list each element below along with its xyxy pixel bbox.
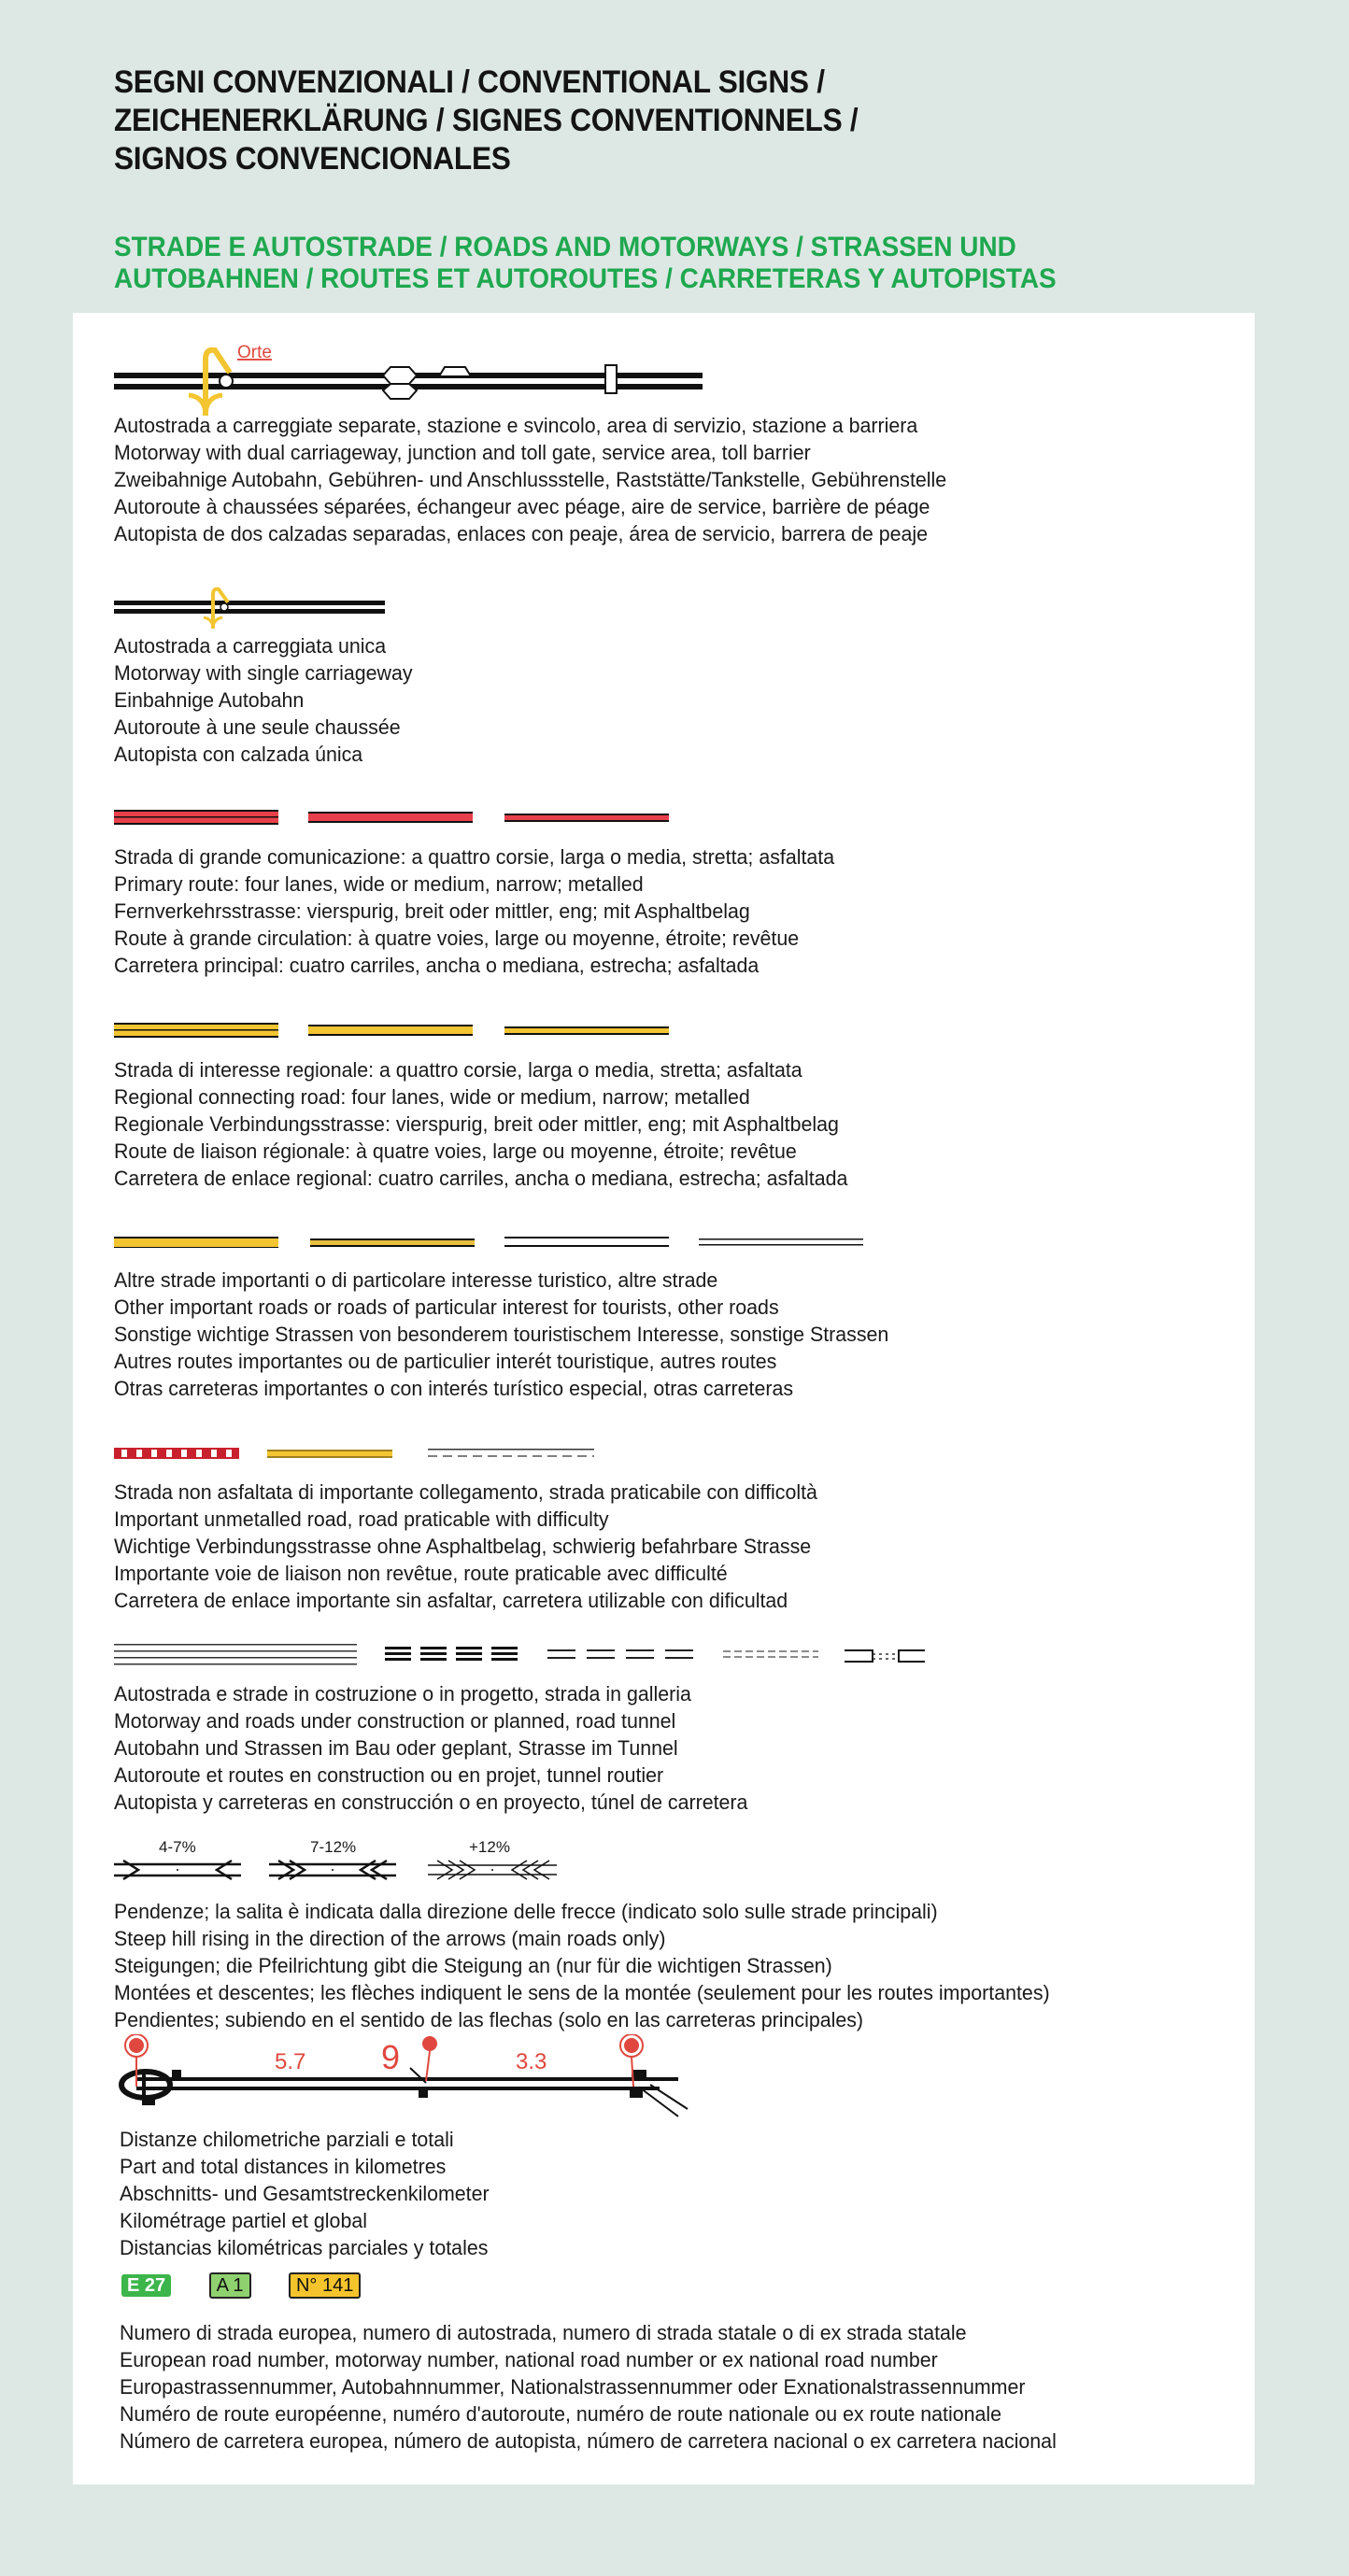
- description-de: Abschnitts- und Gesamtstreckenkilometer: [120, 2182, 490, 2205]
- description-fr: Autres routes importantes ou de particulier interét touristique, autres routes: [114, 1350, 777, 1373]
- description-en: Other important roads or roads of particular interest for tourists, other roads: [114, 1295, 779, 1319]
- section-heading-line: AUTOBAHNEN / ROUTES ET AUTOROUTES / CARRETERAS Y AUTOPISTAS: [114, 263, 1057, 294]
- description-en: Primary route: four lanes, wide or medium, narrow; metalled: [114, 872, 644, 896]
- description-es: Autopista con calzada única: [114, 743, 363, 766]
- description-es: Carretera de enlace regional: cuatro carriles, ancha o mediana, estrecha; asfaltada: [114, 1167, 848, 1190]
- legend-description: [120, 2126, 490, 2261]
- legend-description: [114, 1056, 847, 1192]
- legend-description: [114, 412, 946, 547]
- description-fr: Route de liaison régionale: à quatre voies, large ou moyenne, étroite; revêtue: [114, 1139, 797, 1163]
- description-en: Part and total distances in kilometres: [120, 2155, 447, 2178]
- gradient-label: +12%: [469, 1838, 510, 1856]
- description-fr: Importante voie de liaison non revêtue, route praticable avec difficulté: [114, 1562, 728, 1585]
- description-en: European road number, motorway number, national road number or ex national road number: [120, 2348, 938, 2371]
- description-fr: Autoroute à chaussées séparées, échangeur avec péage, aire de service, barrière de péage: [114, 495, 930, 518]
- legend-description: [114, 1680, 747, 1816]
- legend-description: [114, 1267, 888, 1402]
- gradient-label: 7-12%: [310, 1838, 357, 1856]
- single-carriageway-motorway-icon: [114, 584, 394, 630]
- description-fr: Autoroute à une seule chaussée: [114, 715, 401, 739]
- svg-text:Orte: Orte: [237, 343, 272, 362]
- distance-diagram-icon: [118, 2034, 697, 2128]
- title-line: ZEICHENERKLÄRUNG / SIGNES CONVENTIONNELS /: [114, 103, 859, 138]
- description-en: Regional connecting road: four lanes, wide or medium, narrow; metalled: [114, 1085, 750, 1109]
- legend-panel: [73, 313, 1255, 2484]
- title-line: SEGNI CONVENZIONALI / CONVENTIONAL SIGNS /: [114, 64, 825, 100]
- legend-description: [114, 843, 834, 979]
- description-en: Important unmetalled road, road praticable with difficulty: [114, 1507, 609, 1531]
- description-es: Carretera principal: cuatro carriles, ancha o mediana, estrecha; asfaltada: [114, 954, 760, 977]
- description-de: Autobahn und Strassen im Bau oder geplant, Strasse im Tunnel: [114, 1736, 678, 1760]
- description-fr: Kilométrage partiel et global: [120, 2209, 367, 2232]
- description-it: Numero di strada europea, numero di autostrada, numero di strada statale o di ex strada statale: [120, 2321, 967, 2344]
- description-de: Zweibahnige Autobahn, Gebühren- und Anschlussstelle, Raststätte/Tankstelle, Gebührenstelle: [114, 468, 947, 491]
- description-it: Strada di grande comunicazione: a quattro corsie, larga o media, stretta; asfaltata: [114, 845, 835, 869]
- description-it: Autostrada a carreggiata unica: [114, 634, 387, 658]
- description-es: Autopista de dos calzadas separadas, enlaces con peaje, área de servicio, barrera de peaje: [114, 522, 929, 545]
- description-de: Europastrassennummer, Autobahnnummer, Nationalstrassennummer oder Exnationalstrassennummer: [120, 2375, 1026, 2399]
- regional-road-icon: [114, 1021, 712, 1043]
- gradient-arrows-icon: [114, 1859, 581, 1883]
- description-de: Sonstige wichtige Strassen von besonderem touristischem Interesse, sonstige Strassen: [114, 1323, 889, 1346]
- description-es: Pendientes; subiendo en el sentido de las flechas (solo en las carreteras principales): [114, 2008, 864, 2031]
- description-it: Autostrada a carreggiate separate, stazione e svincolo, area di servizio, stazione a barriera: [114, 414, 918, 437]
- legend-description: [120, 2319, 1057, 2455]
- description-es: Otras carreteras importantes o con interés turístico especial, otras carreteras: [114, 1377, 794, 1400]
- description-es: Número de carretera europea, número de autopista, número de carretera nacional o ex carretera nacional: [120, 2429, 1057, 2453]
- primary-route-icon: [114, 808, 712, 830]
- title-line: SIGNOS CONVENCIONALES: [114, 141, 511, 177]
- description-it: Strada non asfaltata di importante collegamento, strada praticabile con difficoltà: [114, 1480, 817, 1504]
- legend-description: [114, 1898, 1050, 2033]
- gradient-label: 4-7%: [159, 1838, 196, 1856]
- description-fr: Montées et descentes; les flèches indiquent le sens de la montée (seulement pour les routes importantes): [114, 1981, 1050, 2004]
- description-es: Autopista y carreteras en construcción o en proyecto, túnel de carretera: [114, 1790, 748, 1814]
- unmetalled-road-icon: [114, 1445, 637, 1464]
- description-it: Altre strade importanti o di particolare interesse turistico, altre strade: [114, 1268, 718, 1292]
- description-fr: Autoroute et routes en construction ou en projet, tunnel routier: [114, 1763, 664, 1787]
- motorway-badge: A 1: [209, 2272, 251, 2299]
- construction-tunnel-icon: [114, 1641, 1048, 1669]
- description-it: Distanze chilometriche parziali e totali: [120, 2128, 454, 2151]
- gradient-symbols: [114, 1838, 600, 1885]
- description-fr: Route à grande circulation: à quatre voies, large ou moyenne, étroite; revêtue: [114, 927, 800, 950]
- other-roads-icon: [114, 1233, 880, 1255]
- description-en: Motorway with single carriageway: [114, 661, 413, 685]
- description-fr: Numéro de route européenne, numéro d'autoroute, numéro de route nationale ou ex route nationale: [120, 2402, 1002, 2426]
- description-de: Einbahnige Autobahn: [114, 688, 305, 712]
- section-heading: [114, 232, 1057, 295]
- description-es: Carretera de enlace importante sin asfaltar, carretera utilizable con dificultad: [114, 1589, 788, 1612]
- description-de: Wichtige Verbindungsstrasse ohne Asphaltbelag, schwierig befahrbare Strasse: [114, 1535, 812, 1558]
- description-it: Strada di interesse regionale: a quattro corsie, larga o media, stretta; asfaltata: [114, 1058, 802, 1082]
- section-heading-line: STRADE E AUTOSTRADE / ROADS AND MOTORWAYS / STRASSEN UND: [114, 232, 1016, 262]
- legend-description: [114, 632, 413, 768]
- european-road-badge: E 27: [121, 2274, 171, 2297]
- road-number-badges: [121, 2272, 394, 2299]
- total-distance: 9: [381, 2038, 401, 2076]
- partial-distance: 3.3: [516, 2049, 547, 2074]
- national-road-badge: N° 141: [289, 2272, 361, 2299]
- description-it: Pendenze; la salita è indicata dalla direzione delle frecce (indicato solo sulle strade principali): [114, 1900, 938, 1923]
- description-es: Distancias kilométricas parciales y totales: [120, 2236, 489, 2259]
- description-it: Autostrada e strade in costruzione o in progetto, strada in galleria: [114, 1682, 691, 1706]
- description-en: Motorway and roads under construction or planned, road tunnel: [114, 1709, 676, 1733]
- dual-carriageway-motorway-icon: [114, 332, 712, 416]
- page-title: [114, 64, 858, 178]
- legend-description: [114, 1479, 817, 1614]
- description-de: Regionale Verbindungsstrasse: vierspurig, breit oder mittler, eng; mit Asphaltbelag: [114, 1112, 839, 1136]
- description-en: Steep hill rising in the direction of the arrows (main roads only): [114, 1927, 666, 1950]
- partial-distance: 5.7: [275, 2049, 306, 2074]
- description-de: Fernverkehrsstrasse: vierspurig, breit oder mittler, eng; mit Asphaltbelag: [114, 899, 750, 923]
- description-en: Motorway with dual carriageway, junction and toll gate, service area, toll barrier: [114, 441, 811, 464]
- description-de: Steigungen; die Pfeilrichtung gibt die Steigung an (nur für die wichtigen Strassen): [114, 1954, 832, 1977]
